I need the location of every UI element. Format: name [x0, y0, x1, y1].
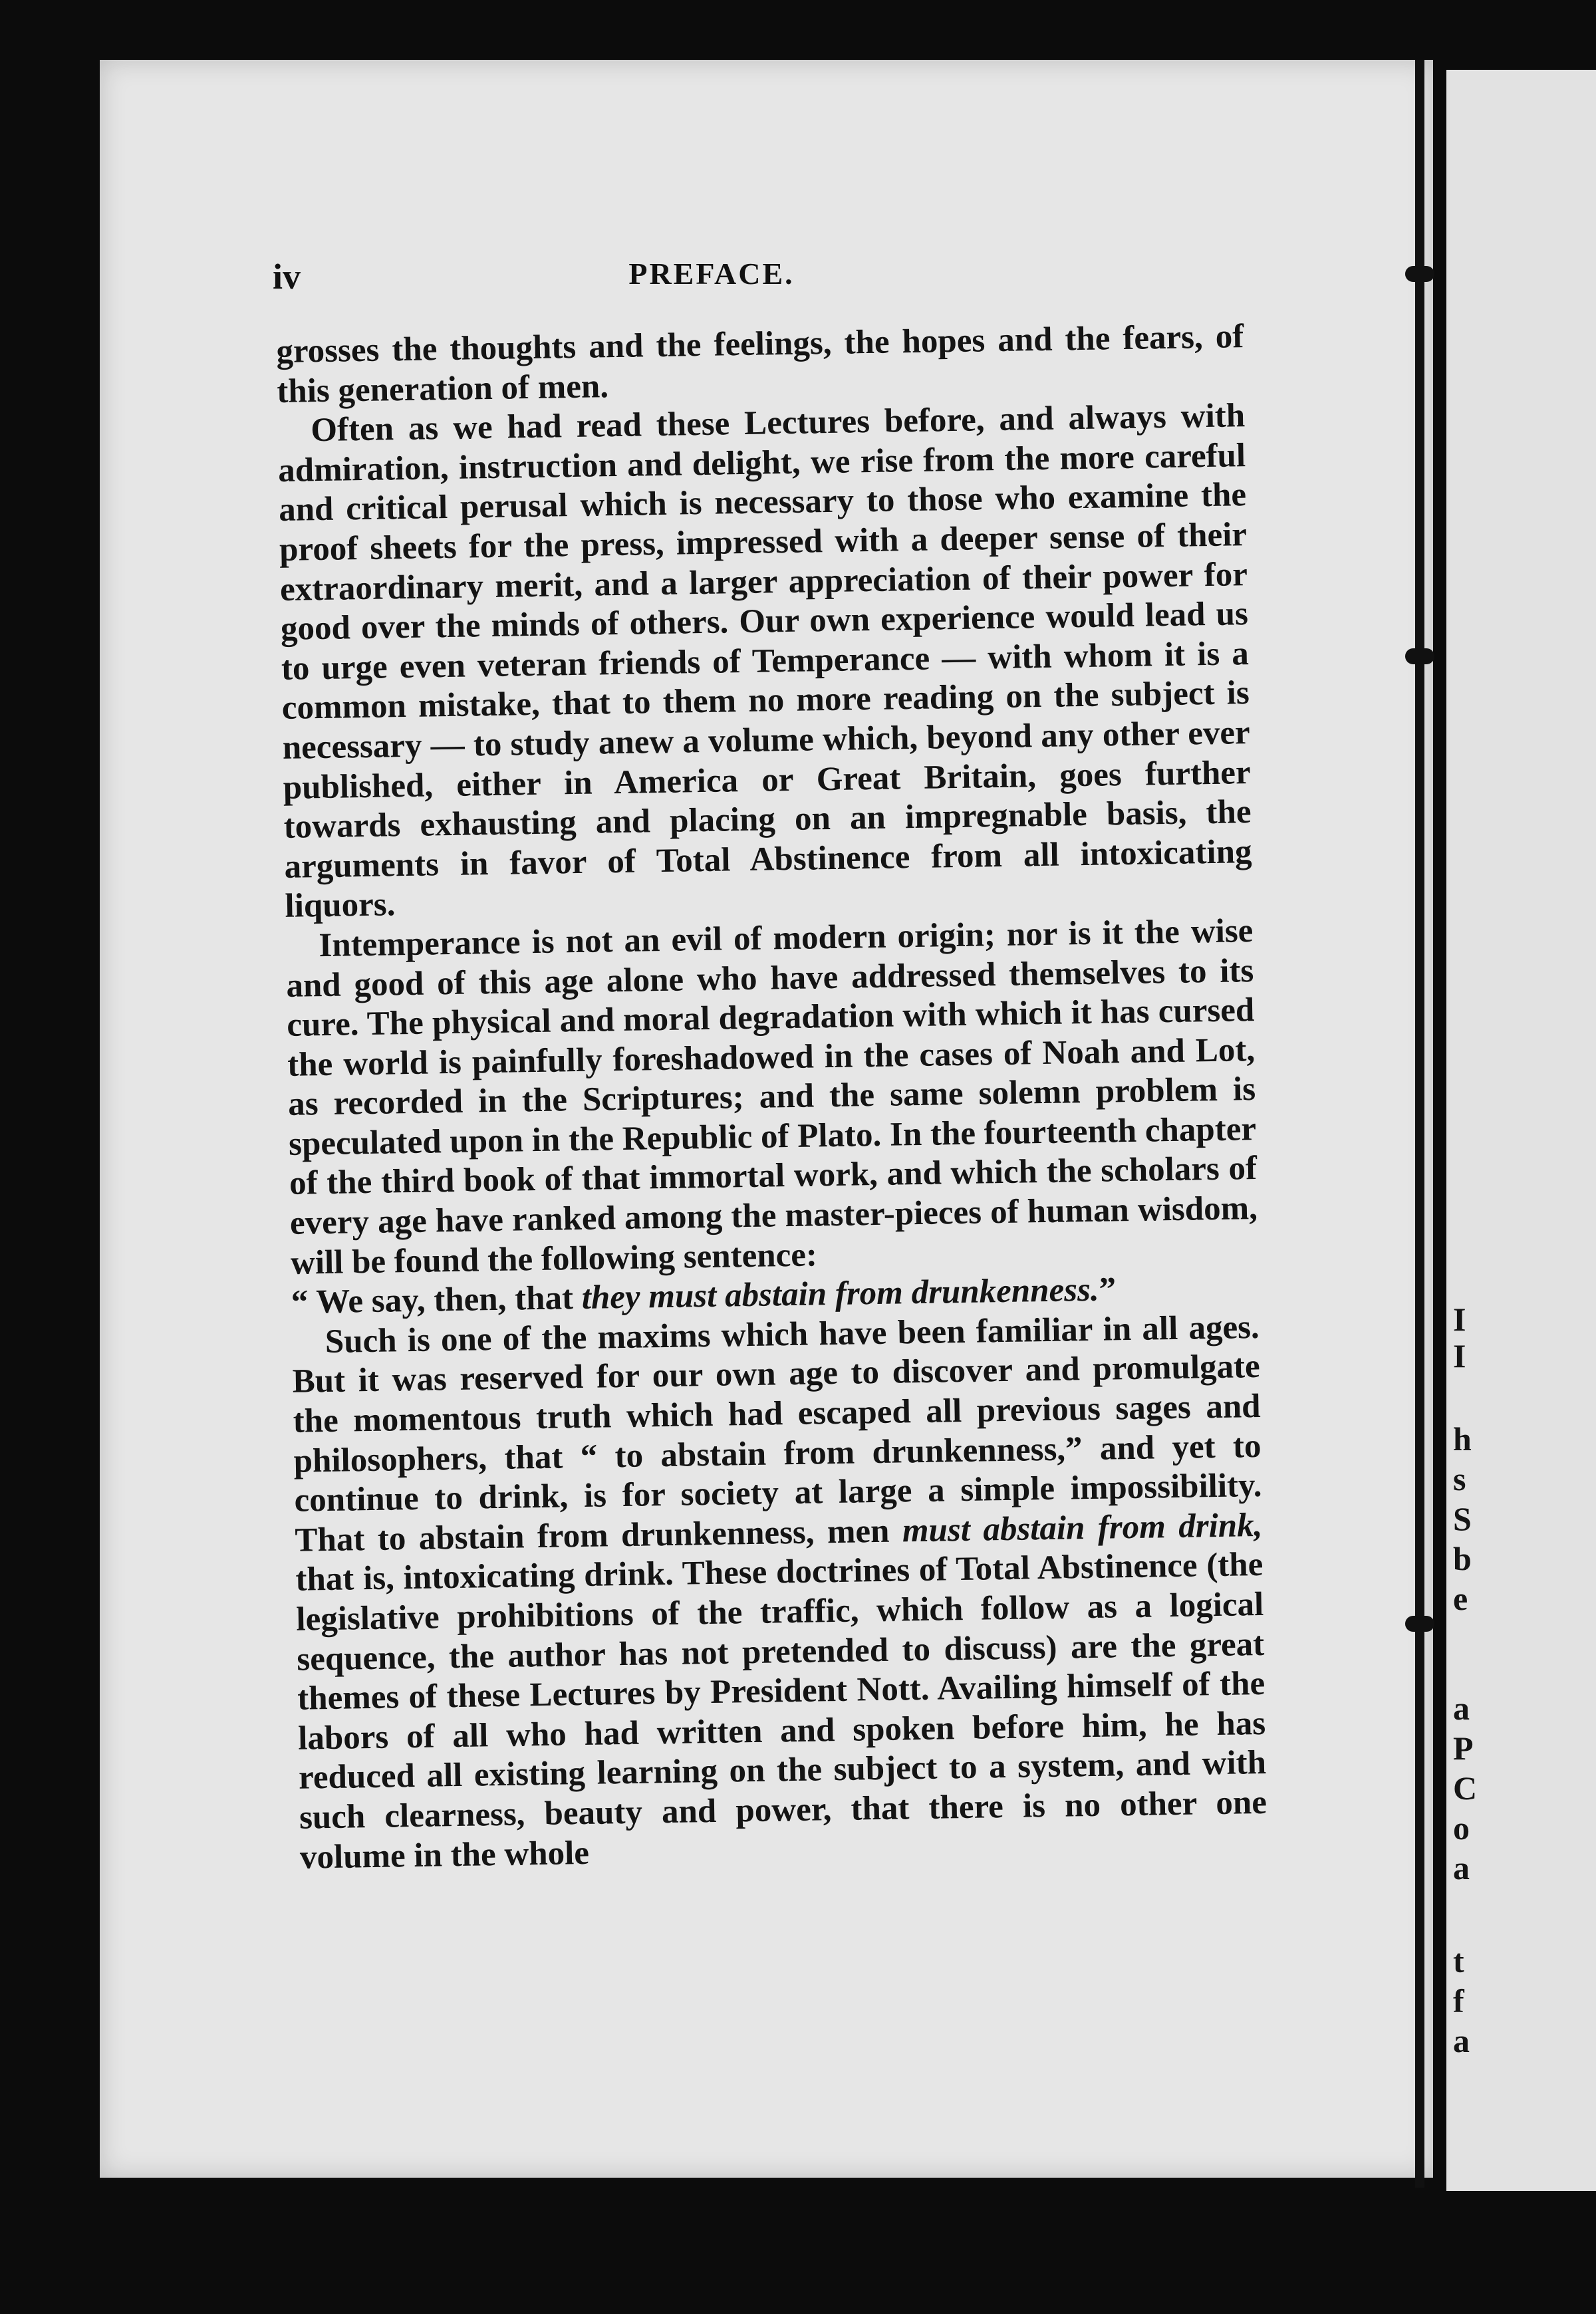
- fragment: a: [1453, 1690, 1470, 1727]
- quote-lead: “ We say, then, that: [291, 1279, 583, 1322]
- fragment: P: [1453, 1730, 1474, 1767]
- paragraph: Often as we had read these Lectures before, and always with admiration, instruction and delight, we rise from the more careful and critical perusal which is necessary to those who examine the proof sheets for the press, impressed with a deeper sense of their extraordinary merit, and a larger appreciation of their power for good over the minds of others. Our own experience would lead us to urge even veteran friends of Temperance — with whom it is a common mistake, that to them no more reading on the subject is necessary — to study anew a volume which, beyond any other ever published, either in America or Great Britain, goes further towards exhausting and placing on an impregnable basis, the arguments in favor of Total Abstinence from all intoxicating liquors.: [277, 397, 1252, 926]
- fragment: a: [1453, 1849, 1470, 1886]
- paragraph-text: Such is one of the maxims which have been familiar in all ages. But it was reserved for our own age to discover and promulgate the momentous truth which had escaped all previous sages and philosophers, that “ to abstain from drunkenness,” and yet to continue to drink, is for society at large a simple impossibility. That to abstain from drunkenness, men: [292, 1308, 1262, 1559]
- paragraph: [291, 1308, 1267, 1878]
- fragment: o: [1453, 1809, 1470, 1847]
- emphasis: must abstain from drink,: [902, 1506, 1263, 1550]
- gutter-mark: [1405, 648, 1434, 664]
- page-gutter: [1415, 60, 1424, 2188]
- fragment: b: [1453, 1540, 1472, 1577]
- fragment: s: [1453, 1460, 1466, 1497]
- quote-close: ”: [1099, 1271, 1117, 1309]
- gutter-mark: [1405, 1616, 1434, 1632]
- fragment: I: [1453, 1301, 1466, 1338]
- paragraph: Intemperance is not an evil of modern origin; nor is it the wise and good of this age alone who have addressed themselves to its cure. The physical and moral degradation with which it has cursed the world is painfully foreshadowed in the cases of Noah and Lot, as recorded in the Scriptures; and the same solemn problem is speculated upon in the Republic of Plato. In the fourteenth chapter of the third book of that immortal work, and which the scholars of every age have ranked among the master-pieces of human wisdom, will be found the following sentence:: [285, 912, 1258, 1282]
- preface-body: [276, 317, 1267, 1878]
- fragment: C: [1453, 1769, 1478, 1807]
- fragment: I: [1453, 1337, 1466, 1374]
- fragment: f: [1453, 1982, 1464, 2019]
- adjacent-page: [1446, 70, 1596, 2191]
- running-head: [180, 256, 1244, 303]
- fragment: S: [1453, 1500, 1472, 1537]
- fragment: t: [1453, 1942, 1464, 1980]
- page-number: iv: [273, 257, 301, 297]
- fragment: h: [1453, 1420, 1472, 1458]
- paragraph-text: that is, intoxicating drink. These doctrines of Total Abstinence (the legislative prohibitions of the traffic, which follow as a logical sequence, the author has not pretended to discuss) are the great themes of these Lectures by President Nott. Availing himself of the labors of all who had written and spoken before him, he has reduced all existing learning on the subject to a system, and with such clearness, beauty and power, that there is no other one volume in the whole: [295, 1546, 1267, 1876]
- quote-italic: they must abstain from drunkenness.: [581, 1271, 1100, 1317]
- paragraph-continuation: grosses the thoughts and the feelings, the hopes and the fears, of this generation of men.: [276, 318, 1244, 410]
- fragment: a: [1453, 2022, 1470, 2059]
- fragment: e: [1453, 1580, 1468, 1617]
- running-title: PREFACE.: [628, 257, 795, 291]
- gutter-mark: [1405, 266, 1434, 282]
